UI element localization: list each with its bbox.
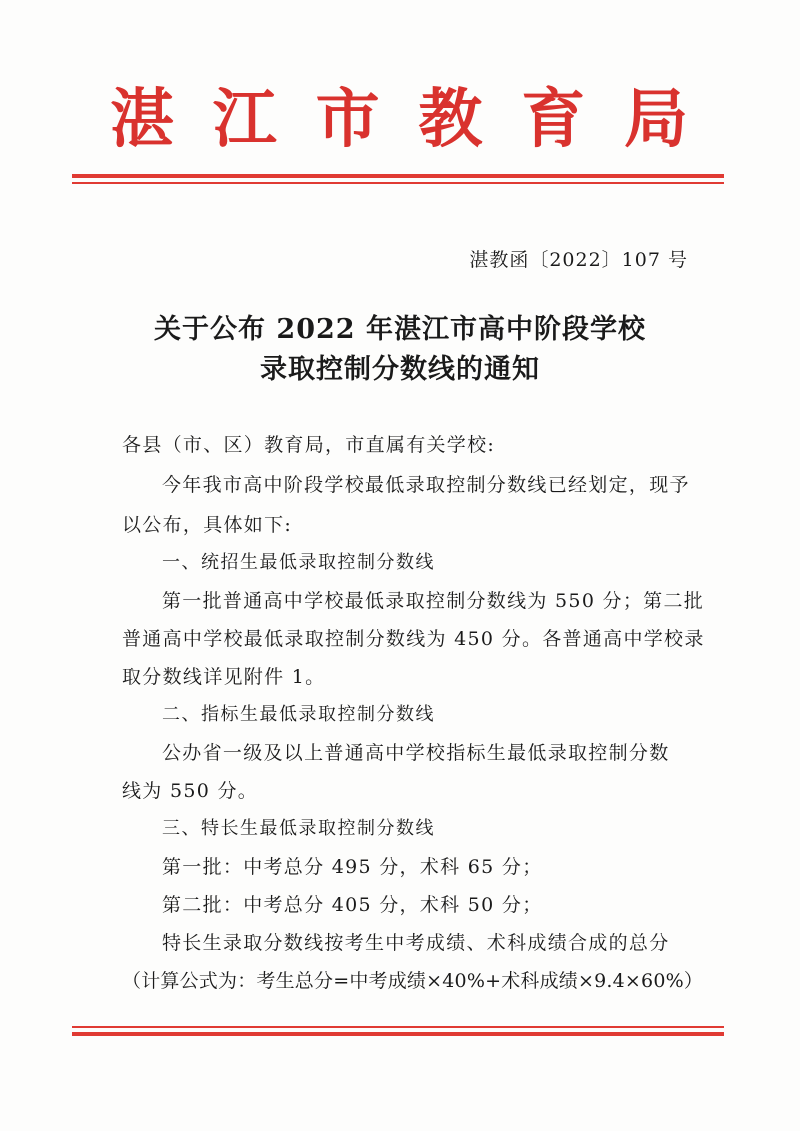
letterhead-char: 局 — [623, 82, 688, 157]
document-title — [0, 310, 800, 390]
letterhead-char: 湛 — [110, 82, 174, 157]
section-1-line-2: 普通高中学校最低录取控制分数线为 450 分。各普通高中学校录 — [122, 628, 705, 650]
section-1-line-3: 取分数线详见附件 1。 — [122, 666, 326, 688]
salutation: 各县（市、区）教育局，市直属有关学校: — [122, 434, 496, 456]
header-divider-thin — [72, 182, 724, 184]
title-line-2: 录取控制分数线的通知 — [260, 354, 540, 385]
intro-line-2: 以公布，具体如下: — [122, 514, 293, 536]
letterhead-char: 教 — [418, 82, 483, 157]
section-1-heading: 一、统招生最低录取控制分数线 — [162, 552, 435, 573]
section-2-heading: 二、指标生最低录取控制分数线 — [162, 704, 435, 725]
section-3-line-3: 特长生录取分数线按考生中考成绩、术科成绩合成的总分 — [162, 932, 670, 954]
section-1-line-1: 第一批普通高中学校最低录取控制分数线为 550 分；第二批 — [162, 590, 705, 612]
letterhead-char: 育 — [521, 82, 586, 157]
intro-line-1: 今年我市高中阶段学校最低录取控制分数线已经划定，现予 — [162, 474, 690, 496]
section-3-line-1: 第一批：中考总分 495 分，术科 65 分； — [162, 856, 543, 878]
section-3-line-2: 第二批：中考总分 405 分，术科 50 分； — [162, 894, 543, 916]
section-3-heading: 三、特长生最低录取控制分数线 — [162, 818, 435, 839]
letterhead-title — [70, 80, 726, 160]
section-2-line-2: 线为 550 分。 — [122, 780, 259, 802]
letterhead-char: 江 — [212, 82, 277, 157]
section-2-line-1: 公办省一级及以上普通高中学校指标生最低录取控制分数 — [162, 742, 670, 764]
header-divider-thick — [72, 174, 724, 178]
letterhead-char: 市 — [315, 82, 380, 157]
section-3-line-4: （计算公式为：考生总分=中考成绩×40%+术科成绩×9.4×60%） — [122, 970, 704, 992]
footer-divider-thick — [72, 1032, 724, 1036]
reference-number: 湛教函〔2022〕107 号 — [469, 249, 688, 271]
title-line-1: 关于公布 2022 年湛江市高中阶段学校 — [154, 314, 646, 345]
footer-divider-thin — [72, 1026, 724, 1028]
